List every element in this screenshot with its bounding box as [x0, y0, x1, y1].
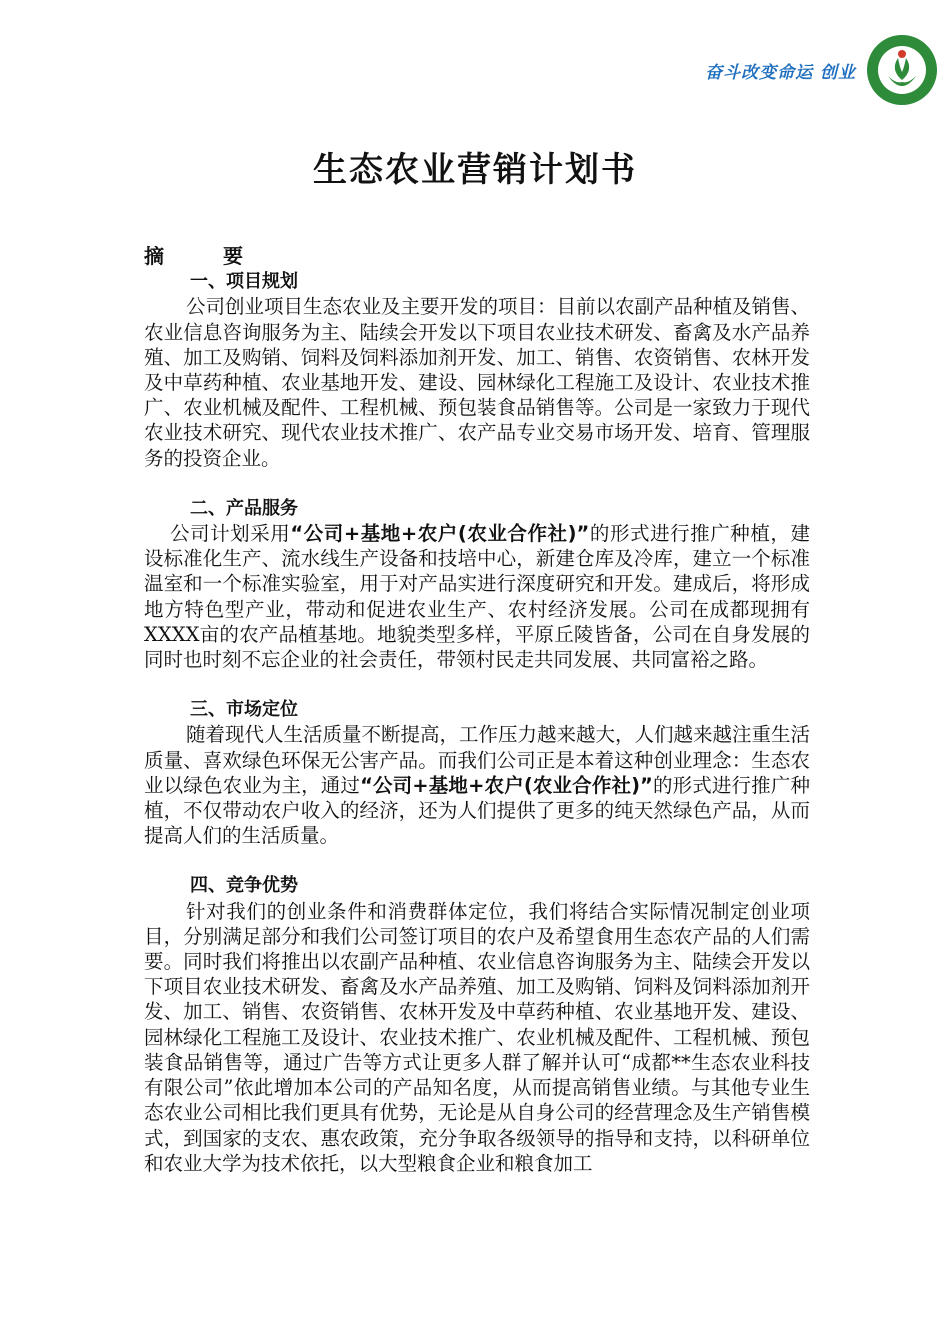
section-paragraph [144, 521, 810, 672]
section-heading: 二、产品服务 [190, 497, 298, 519]
section-paragraph: 针对我们的创业条件和消费群体定位，我们将结合实际情况制定创业项目，分别满足部分和我们公司签订项目的农户及希望食用生态农产品的人们需要。同时我们将推出以农副产品种植、农业信息咨询服务为主、陆续会开发以下项目农业技术研发、畜禽及水产品养殖、加工及购销、饲料及饲料添加剂开发、加工、销售、农资销售、农林开发及中草药种植、农业基地开发、建设、园林绿化工程施工及设计、农业技术推广、农业机械及配件、工程机械、预包装食品销售等，通过广告等方式让更多人群了解并认可“成都**生态农业科技有限公司”依此增加本公司的产品知名度，从而提高销售业绩。与其他专业生态农业公司相比我们更具有优势，无论是从自身公司的经营理念及生产销售模式，到国家的支农、惠农政策，充分争取各级领导的指导和支持，以科研单位和农业大学为技术依托，以大型粮食企业和粮食加工 [144, 899, 810, 1175]
model-emphasis: “公司+基地+农户(农业合作社)” [360, 773, 653, 797]
section-heading: 三、市场定位 [190, 699, 298, 721]
document-body [144, 244, 810, 1176]
paragraph-text: 的形式进行推广种植，建设标准化生产、流水线生产设备和技培中心，新建仓库及冷库，建立一个标准温室和一个标准实验室，用于对产品实进行深度研究和开发。建成后，将形成地方特色型产业，带动和促进农业生产、农村经济发展。公司在成都现拥有XXXX亩的农产品植基地。地貌类型多样，平原丘陵皆备，公司在自身发展的同时也时刻不忘企业的社会责任，带领村民走共同发展、共同富裕之路。 [144, 522, 810, 672]
paragraph-text: 公司计划采用 [170, 522, 291, 546]
header-slogan: 奋斗改变命运 创业 [705, 62, 856, 83]
section-paragraph: 公司创业项目生态农业及主要开发的项目：目前以农副产品种植及销售、农业信息咨询服务为主、陆续会开发以下项目农业技术研发、畜禽及水产品养殖、加工及购销、饲料及饲料添加剂开发、加工、销售、农资销售、农林开发及中草药种植、农业基地开发、建设、园林绿化工程施工及设计、农业技术推广、农业机械及配件、工程机械、预包装食品销售等。公司是一家致力于现代农业技术研究、现代农业技术推广、农产品专业交易市场开发、培育、管理服务的投资企业。 [144, 295, 811, 470]
section-heading: 一、项目规划 [190, 271, 298, 293]
page-header [705, 34, 938, 106]
model-emphasis: “公司+基地+农户(农业合作社)” [290, 522, 590, 546]
document-title: 生态农业营销计划书 [313, 150, 637, 190]
company-seal-logo-icon [866, 34, 938, 106]
paragraph-text: 随着现代人生活质量不断提高，工作压力越来越大，人们越来越注重生活质量、喜欢绿色环保无公害产品。而我们公司正是本着这种创业理念：生态农业以绿色农业为主，通过 [144, 723, 811, 797]
abstract-label: 摘 要 [144, 244, 269, 268]
section-heading: 四、竞争优势 [190, 875, 298, 897]
paragraph-text: 的形式进行推广种植，不仅带动农户收入的经济，还为人们提供了更多的纯天然绿色产品，从而提高人们的生活质量。 [144, 773, 810, 848]
section-paragraph [144, 722, 810, 848]
